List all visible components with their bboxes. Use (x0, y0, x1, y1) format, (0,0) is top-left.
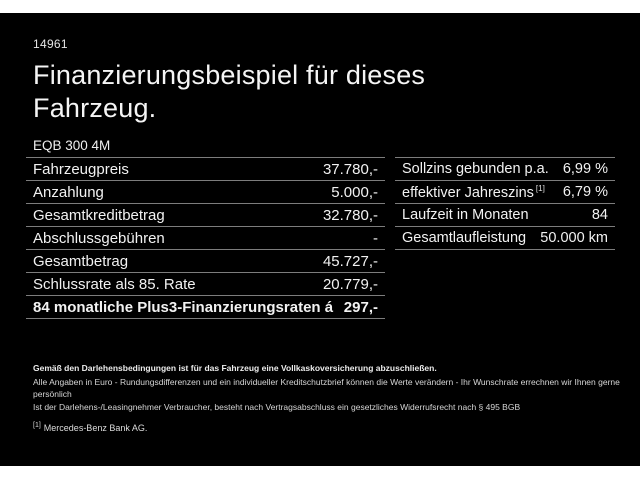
table-row (26, 249, 385, 272)
row-label: Gesamtkreditbetrag (33, 206, 165, 224)
table-row (395, 226, 615, 249)
table-row (395, 180, 615, 203)
row-value: 50.000 km (540, 230, 608, 246)
footnote-source (33, 420, 623, 435)
row-value: - (373, 229, 378, 247)
row-label: Schlussrate als 85. Rate (33, 275, 196, 293)
table-row (395, 203, 615, 226)
row-value: 37.780,- (322, 160, 378, 178)
footnote-marker: [1] (535, 183, 545, 193)
table-row (26, 272, 385, 295)
row-value: 6,79 % (562, 184, 608, 200)
table-row (395, 157, 615, 180)
page-title (33, 59, 425, 125)
page-title-line2: Fahrzeug. (33, 93, 157, 123)
conditions-table (395, 157, 615, 250)
table-row (26, 203, 385, 226)
listing-ref-number: 14961 (33, 37, 68, 51)
disclaimer-line1: Alle Angaben in Euro - Rundungsdifferenzen und ein individueller Kreditschutzbrief können die Werte verändern - Ihr Wunschrate errechnen wir Ihnen gerne persönlich (33, 376, 620, 399)
finance-table (26, 157, 385, 319)
vehicle-model-label: EQB 300 4M (33, 138, 111, 153)
row-label: effektiver Jahreszins [1] (402, 183, 545, 201)
disclaimer-line2: Ist der Darlehens-/Leasingnehmer Verbraucher, besteht nach Vertragsabschluss ein gesetzliches Widerrufsrecht nach § 495 BGB (33, 401, 521, 412)
table-row-monthly-rate (26, 295, 385, 318)
row-label: Anzahlung (33, 183, 104, 201)
row-label: Laufzeit in Monaten (402, 207, 529, 223)
row-value: 297,- (343, 298, 378, 316)
row-value: 20.779,- (322, 275, 378, 293)
row-value: 45.727,- (322, 252, 378, 270)
legal-footer (33, 362, 623, 435)
footnote-source-text: Mercedes-Benz Bank AG. (43, 423, 148, 433)
financing-example-card (0, 13, 640, 466)
footnote-marker: [1] (33, 422, 41, 429)
table-row (26, 226, 385, 249)
row-value: 5.000,- (331, 183, 378, 201)
row-label: Abschlussgebühren (33, 229, 165, 247)
insurance-note: Gemäß den Darlehensbedingungen ist für das Fahrzeug eine Vollkaskoversicherung abzuschließen. (33, 363, 437, 373)
row-label: Gesamtlaufleistung (402, 230, 527, 246)
row-label: Fahrzeugpreis (33, 160, 129, 178)
row-value: 6,99 % (562, 161, 608, 177)
row-value: 32.780,- (322, 206, 378, 224)
row-value: 84 (591, 207, 608, 223)
page-title-line1: Finanzierungsbeispiel für dieses (33, 60, 426, 90)
table-row (26, 180, 385, 203)
row-label: 84 monatliche Plus3-Finanzierungsraten á (33, 298, 334, 316)
row-label: Gesamtbetrag (33, 252, 129, 270)
table-row (26, 157, 385, 180)
row-label: Sollzins gebunden p.a. (402, 161, 549, 177)
